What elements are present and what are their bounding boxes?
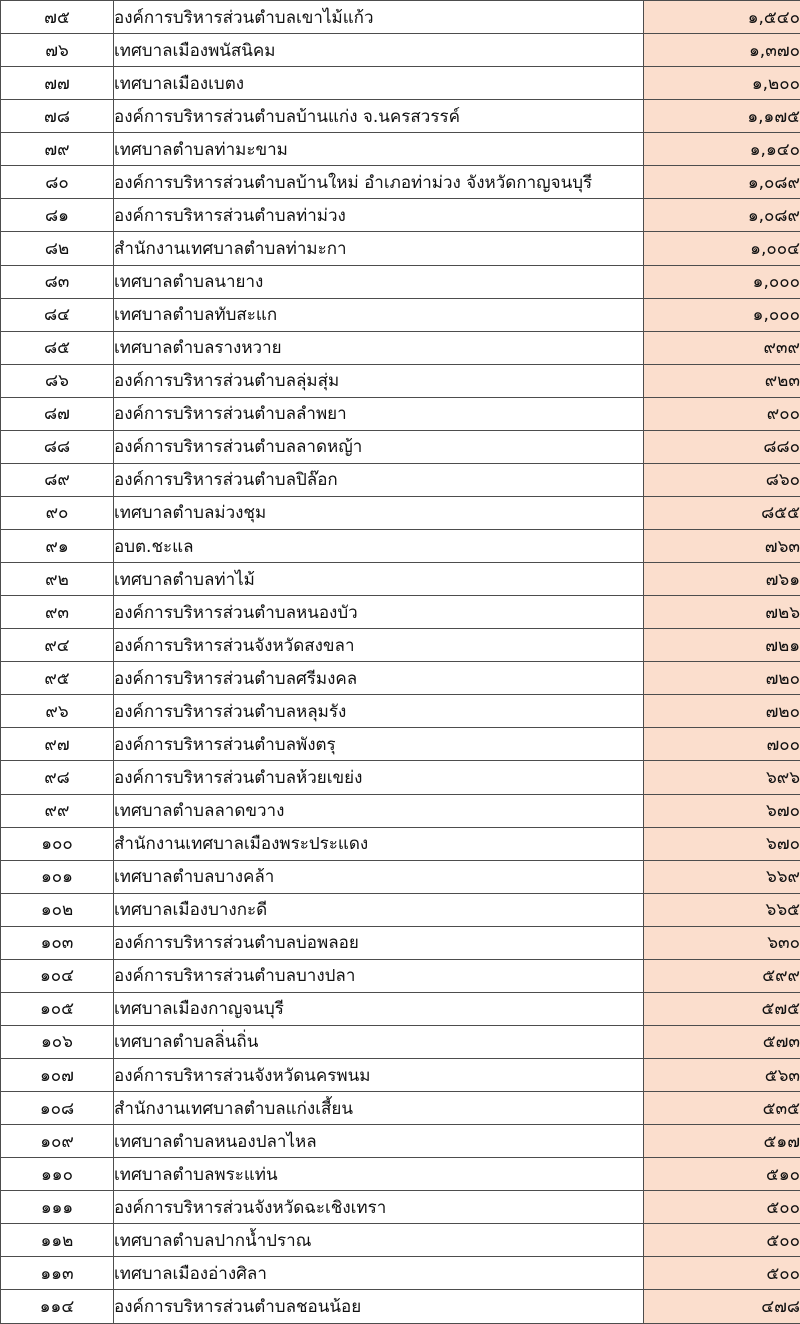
organization-name-cell: เทศบาลตำบลม่วงชุม [114, 496, 644, 529]
organization-name-cell: องค์การบริหารส่วนตำบลห้วยเขย่ง [114, 761, 644, 794]
rank-cell: ๑๑๔ [1, 1290, 114, 1324]
organization-name-cell: องค์การบริหารส่วนตำบลเขาไม้แก้ว [114, 1, 644, 34]
organization-name-cell: องค์การบริหารส่วนตำบลบางปลา [114, 959, 644, 992]
table-row [1, 1025, 800, 1058]
score-cell: ๕๐๐ [644, 1257, 800, 1290]
organization-name-cell: เทศบาลเมืองบางกะดี [114, 893, 644, 926]
score-cell: ๙๐๐ [644, 397, 800, 430]
rank-cell: ๗๙ [1, 133, 114, 166]
rank-cell: ๙๙ [1, 794, 114, 827]
table-row [1, 761, 800, 794]
rank-cell: ๘๑ [1, 199, 114, 232]
score-cell: ๕๗๓ [644, 1025, 800, 1058]
score-cell: ๖๙๖ [644, 761, 800, 794]
rank-cell: ๑๐๓ [1, 926, 114, 959]
table-row [1, 331, 800, 364]
organization-name-cell: เทศบาลเมืองกาญจนบุรี [114, 992, 644, 1025]
score-cell: ๖๗๐ [644, 794, 800, 827]
score-cell: ๑,๕๔๐ [644, 1, 800, 34]
score-cell: ๖๖๙ [644, 860, 800, 893]
organization-name-cell: องค์การบริหารส่วนตำบลลาดหญ้า [114, 430, 644, 463]
organization-name-cell: เทศบาลตำบลปากน้ำปราณ [114, 1224, 644, 1257]
organization-name-cell: เทศบาลตำบลทับสะแก [114, 298, 644, 331]
organization-name-cell: องค์การบริหารส่วนตำบลท่าม่วง [114, 199, 644, 232]
score-cell: ๗๒๐ [644, 662, 800, 695]
table-row [1, 893, 800, 926]
rank-cell: ๘๙ [1, 463, 114, 496]
score-cell: ๗๐๐ [644, 728, 800, 761]
organization-name-cell: เทศบาลเมืองพนัสนิคม [114, 34, 644, 67]
table-row [1, 596, 800, 629]
table-row [1, 100, 800, 133]
table-row [1, 397, 800, 430]
rank-cell: ๑๐๗ [1, 1059, 114, 1092]
organization-name-cell: องค์การบริหารส่วนตำบลบ้านใหม่ อำเภอท่าม่วง จังหวัดกาญจนบุรี [114, 166, 644, 199]
organization-name-cell: เทศบาลตำบลท่ามะขาม [114, 133, 644, 166]
rank-cell: ๙๐ [1, 496, 114, 529]
table-row [1, 496, 800, 529]
table-row [1, 662, 800, 695]
rank-cell: ๙๖ [1, 695, 114, 728]
rank-cell: ๘๗ [1, 397, 114, 430]
organization-name-cell: องค์การบริหารส่วนตำบลชอนน้อย [114, 1290, 644, 1324]
table-row [1, 1224, 800, 1257]
score-cell: ๔๗๘ [644, 1290, 800, 1324]
table-row [1, 926, 800, 959]
rank-cell: ๙๒ [1, 563, 114, 596]
organization-name-cell: องค์การบริหารส่วนตำบลศรีมงคล [114, 662, 644, 695]
organization-name-cell: องค์การบริหารส่วนตำบลลำพยา [114, 397, 644, 430]
table-row [1, 199, 800, 232]
table-row [1, 1290, 800, 1324]
rank-cell: ๙๗ [1, 728, 114, 761]
rank-cell: ๙๑ [1, 530, 114, 563]
organization-name-cell: องค์การบริหารส่วนตำบลบ่อพลอย [114, 926, 644, 959]
rank-cell: ๗๖ [1, 34, 114, 67]
rank-cell: ๘๓ [1, 265, 114, 298]
rank-cell: ๘๒ [1, 232, 114, 265]
organization-name-cell: องค์การบริหารส่วนจังหวัดสงขลา [114, 629, 644, 662]
table-row [1, 860, 800, 893]
organization-name-cell: องค์การบริหารส่วนตำบลหลุมรัง [114, 695, 644, 728]
score-cell: ๘๘๐ [644, 430, 800, 463]
rank-cell: ๑๑๐ [1, 1158, 114, 1191]
rank-cell: ๑๑๒ [1, 1224, 114, 1257]
organization-name-cell: เทศบาลตำบลพระแท่น [114, 1158, 644, 1191]
table-row [1, 992, 800, 1025]
rank-cell: ๗๘ [1, 100, 114, 133]
score-cell: ๗๒๑ [644, 629, 800, 662]
table-row [1, 67, 800, 100]
score-cell: ๗๖๓ [644, 530, 800, 563]
score-cell: ๑,๐๘๙ [644, 166, 800, 199]
score-cell: ๙๒๓ [644, 364, 800, 397]
organization-name-cell: องค์การบริหารส่วนตำบลพังตรุ [114, 728, 644, 761]
table-row [1, 1059, 800, 1092]
rank-cell: ๙๘ [1, 761, 114, 794]
rank-cell: ๙๔ [1, 629, 114, 662]
score-cell: ๑,๓๗๐ [644, 34, 800, 67]
rank-cell: ๑๐๑ [1, 860, 114, 893]
rank-cell: ๘๐ [1, 166, 114, 199]
table-row [1, 34, 800, 67]
organization-name-cell: เทศบาลตำบลนายาง [114, 265, 644, 298]
table-row [1, 265, 800, 298]
table-body [1, 1, 800, 1324]
score-cell: ๑,๒๐๐ [644, 67, 800, 100]
organization-name-cell: เทศบาลตำบลรางหวาย [114, 331, 644, 364]
organization-name-cell: องค์การบริหารส่วนจังหวัดนครพนม [114, 1059, 644, 1092]
score-cell: ๘๖๐ [644, 463, 800, 496]
score-cell: ๑,๑๔๐ [644, 133, 800, 166]
organization-name-cell: เทศบาลเมืองเบตง [114, 67, 644, 100]
rank-cell: ๑๑๓ [1, 1257, 114, 1290]
score-cell: ๑,๐๘๙ [644, 199, 800, 232]
score-cell: ๕๑๐ [644, 1158, 800, 1191]
score-cell: ๕๗๕ [644, 992, 800, 1025]
score-cell: ๕๓๕ [644, 1092, 800, 1125]
organization-name-cell: องค์การบริหารส่วนตำบลหนองบัว [114, 596, 644, 629]
table-row [1, 629, 800, 662]
score-cell: ๑,๐๐๐ [644, 298, 800, 331]
score-cell: ๙๓๙ [644, 331, 800, 364]
score-cell: ๑,๑๗๕ [644, 100, 800, 133]
organization-name-cell: สำนักงานเทศบาลเมืองพระประแดง [114, 827, 644, 860]
score-cell: ๘๕๕ [644, 496, 800, 529]
table-row [1, 1158, 800, 1191]
organization-name-cell: เทศบาลตำบลบางคล้า [114, 860, 644, 893]
rank-cell: ๘๘ [1, 430, 114, 463]
table-row [1, 232, 800, 265]
rank-cell: ๙๓ [1, 596, 114, 629]
rank-cell: ๗๗ [1, 67, 114, 100]
rank-cell: ๑๑๑ [1, 1191, 114, 1224]
rank-cell: ๘๖ [1, 364, 114, 397]
rank-cell: ๑๐๘ [1, 1092, 114, 1125]
table-row [1, 1191, 800, 1224]
score-cell: ๑,๐๐๐ [644, 265, 800, 298]
score-cell: ๖๗๐ [644, 827, 800, 860]
score-cell: ๗๒๖ [644, 596, 800, 629]
table-row [1, 1, 800, 34]
table-row [1, 1257, 800, 1290]
table-row [1, 463, 800, 496]
rank-cell: ๑๐๖ [1, 1025, 114, 1058]
score-cell: ๕๐๐ [644, 1224, 800, 1257]
organization-name-cell: องค์การบริหารส่วนตำบลบ้านแก่ง จ.นครสวรรค์ [114, 100, 644, 133]
table-row [1, 1092, 800, 1125]
score-cell: ๖๓๐ [644, 926, 800, 959]
rank-cell: ๑๐๔ [1, 959, 114, 992]
organization-name-cell: เทศบาลตำบลลาดขวาง [114, 794, 644, 827]
organization-name-cell: องค์การบริหารส่วนจังหวัดฉะเชิงเทรา [114, 1191, 644, 1224]
rank-cell: ๙๕ [1, 662, 114, 695]
organization-name-cell: สำนักงานเทศบาลตำบลแก่งเสี้ยน [114, 1092, 644, 1125]
organization-name-cell: สำนักงานเทศบาลตำบลท่ามะกา [114, 232, 644, 265]
organization-name-cell: เทศบาลตำบลท่าไม้ [114, 563, 644, 596]
score-cell: ๑,๐๐๔ [644, 232, 800, 265]
table-row [1, 364, 800, 397]
score-cell: ๕๑๗ [644, 1125, 800, 1158]
organization-name-cell: อบต.ชะแล [114, 530, 644, 563]
organization-name-cell: องค์การบริหารส่วนตำบลลุ่มสุ่ม [114, 364, 644, 397]
table-row [1, 827, 800, 860]
rank-cell: ๗๕ [1, 1, 114, 34]
score-cell: ๗๒๐ [644, 695, 800, 728]
table-row [1, 794, 800, 827]
table-row [1, 133, 800, 166]
score-cell: ๗๖๑ [644, 563, 800, 596]
table-row [1, 695, 800, 728]
rank-cell: ๑๐๙ [1, 1125, 114, 1158]
organization-name-cell: เทศบาลตำบลหนองปลาไหล [114, 1125, 644, 1158]
score-cell: ๕๐๐ [644, 1191, 800, 1224]
rank-cell: ๑๐๐ [1, 827, 114, 860]
table-row [1, 166, 800, 199]
table-row [1, 298, 800, 331]
organization-name-cell: องค์การบริหารส่วนตำบลปิล๊อก [114, 463, 644, 496]
score-cell: ๕๖๓ [644, 1059, 800, 1092]
table-row [1, 430, 800, 463]
score-cell: ๖๖๕ [644, 893, 800, 926]
table-row [1, 563, 800, 596]
organization-name-cell: เทศบาลเมืองอ่างศิลา [114, 1257, 644, 1290]
score-cell: ๕๙๙ [644, 959, 800, 992]
table-row [1, 959, 800, 992]
organization-name-cell: เทศบาลตำบลลิ่นถิ่น [114, 1025, 644, 1058]
rank-cell: ๘๔ [1, 298, 114, 331]
table-row [1, 530, 800, 563]
rank-cell: ๑๐๒ [1, 893, 114, 926]
rank-cell: ๑๐๕ [1, 992, 114, 1025]
table-row [1, 1125, 800, 1158]
rank-cell: ๘๕ [1, 331, 114, 364]
table-row [1, 728, 800, 761]
